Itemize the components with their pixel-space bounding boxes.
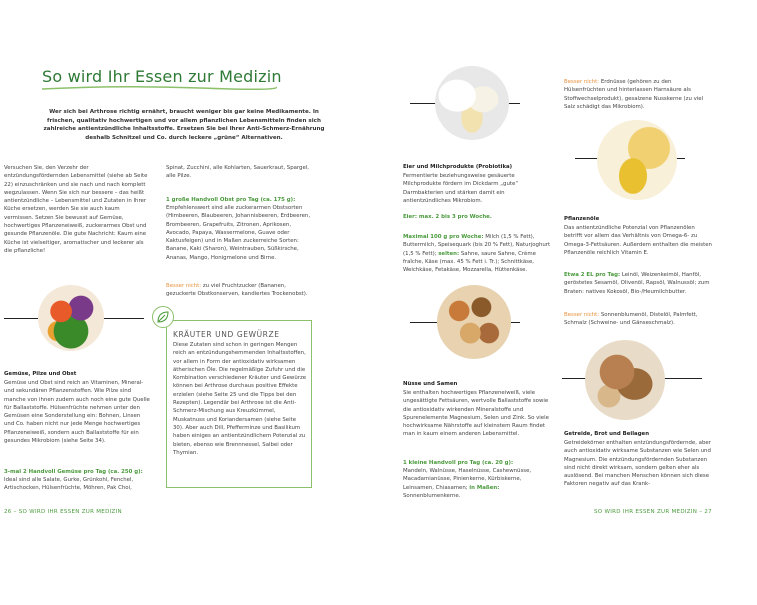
heading-dairy: Eier und Milchprodukte (Probiotika) [403,164,513,170]
page-title: So wird Ihr Essen zur Medizin [42,67,282,86]
intro-text: Wer sich bei Arthrose richtig ernährt, braucht weniger bis gar keine Medikamente. In frischen, qualitativ hochwertigen und vor allem pflanzlichen Lebensmitteln finden sich zahlreiche antientzündliche Inhaltsstoffe. Ersetzen Sie bei Ihrer Anti-Schmerz-Ernährung deshalb Schnitzel und Co. durch leckere „grüne“ Alternativen. [43,109,325,141]
title-underline [40,84,280,92]
nuts-image [437,285,511,359]
nuts-paragraph: Sie enthalten hochwertiges Pflanzeneiweiß, viele ungesättigte Fettsäuren, wertvolle Ballaststoffe sowie die antioxidativ wirkenden Mineralstoffe und Spurenelemente Magnesium, Selen und Zink. So viele hochwirksame Nährstoffe auf kleinstem Raum findet man in kaum einem anderen Lebensmittel. [403,390,549,438]
dairy-portion: Maximal 100 g pro Woche: Milch (1,5 % Fett), Buttermilch, Speisequark (bis 20 % Fett), Naturjoghurt (1,5 % Fett); selten: Sahne, saure Sahne, Crème fraîche, Käse (max. 45 % Fett i. Tr.); Schnittkäse, Weichkäse, Fetakäse, Mozzarella, Hüttenkäse. [403,234,551,274]
herbs-title: KRÄUTER UND GEWÜRZE [173,330,280,339]
heading-nuts: Nüsse und Samen [403,381,458,387]
vegetables-image [38,285,104,351]
heading-oils: Pflanzenöle [564,216,600,222]
nuts-portion: 1 kleine Handvoll pro Tag (ca. 20 g): [403,460,514,466]
dairy-image [435,66,509,140]
nuts-better-not: Besser nicht: Erdnüsse (gehören zu den Hülsenfrüchten und hinterlassen Harnsäure als Stoffwechselprodukt), gesalzene Nusskerne (zu viel Salz schädigt das Mikrobiom). [564,79,704,110]
vegetables-continued: Spinat, Zucchini, alle Kohlarten, Sauerkraut, Spargel, alle Pilze. [166,165,309,180]
vegetables-portion: 3-mal 2 Handvoll Gemüse pro Tag (ca. 250 g): [4,469,143,475]
leaf-icon [152,306,174,328]
footer-right: SO WIRD IHR ESSEN ZUR MEDIZIN – 27 [594,509,712,515]
dairy-paragraph: Fermentierte beziehungsweise gesäuerte Milchprodukte fördern im Dickdarm „gute“ Darmbakterien und stärken damit ein antientzündliches Mikrobiom. [403,173,519,204]
vegetables-list: Ideal sind alle Salate, Gurke, Grünkohl, Fenchel, Artischocken, Hülsenfrüchte, Möhren, Pak Choi, [4,477,134,492]
fruit-portion: 1 große Handvoll Obst pro Tag (ca. 175 g): [166,197,296,203]
oil-image [597,120,677,200]
fruit-better-not: Besser nicht: zu viel Fruchtzucker (Bananen, gezuckerte Obstkonserven, kandiertes Trockenobst). [166,283,308,298]
nuts-list: Mandeln, Walnüsse, Haselnüsse, Cashewnüsse, Macadamianüsse, Pinienkerne, Kürbiskerne, Leinsamen, Chiasamen; in Maßen: Sonnenblumenkerne. [403,468,532,499]
herbs-text: Diese Zutaten sind schon in geringen Mengen reich an entzündungshemmenden Inhaltsstoffen, vor allem in Form der antioxidativ wirksamen ätherischen Öle. Die regelmäßige Zufuhr und die Kombination verschiedener Kräuter und Gewürze können bei Arthrose durchaus positive Effekte erzielen (siehe Seite 25 und die Tipps bei den Rezepten). Legendär bei Arthrose ist die Anti-Schmerz-Mischung aus Kreuzkümmel, Muskatnuss und Koriandersamen (siehe Seite 30). Aber auch Dill, Pfefferminze und Basilikum haben einiges an antientzündlichem Potenzial zu bieten, ebenso wie Brennnessel, Salbei oder Thymian. [173,342,307,456]
intro-paragraph: Versuchen Sie, den Verzehr der entzündungsfördernden Lebensmittel (siehe ab Seite 22) einzuschränken und sie nach und nach komplett wegzulassen. Wenn Sie sich nur bessere – das heißt antientzündliche – Lebensmittel und Zutaten in Ihrer Küche ersetzen, werden Sie sie auch kaum vermissen. Setzen Sie bewusst auf Gemüse, hochwertiges Pflanzeneiweiß, zuckerarmes Obst und gesunde Pflanzenöle. Die gute Nachricht: Kaum eine Küche ist vielseitiger, aromatischer und leckerer als die pflanzliche! [4,165,148,254]
eggs-portion: Eier: max. 2 bis 3 pro Woche. [403,214,492,220]
footer-left: 26 – SO WIRD IHR ESSEN ZUR MEDIZIN [4,509,122,515]
oils-portion: Etwa 2 EL pro Tag: Leinöl, Weizenkeimöl, Hanföl, geröstetes Sesamöl, Olivenöl, Rapsöl, Walnussöl; zum Braten: natives Kokosöl, Bio-/Heumilchbutter. [564,272,710,295]
oils-paragraph: Das antientzündliche Potenzial von Pflanzenölen betrifft vor allem das Verhältnis von Omega-6- zu Omega-3-Fettsäuren. Außerdem enthalten die meisten Pflanzenöle reichlich Vitamin E. [564,225,712,256]
vegetables-paragraph: Gemüse und Obst sind reich an Vitaminen, Mineral- und sekundären Pflanzenstoffen. Wie Pilze sind manche von ihnen zudem auch noch eine gute Quelle für Ballaststoffe. Hülsenfrüchte nehmen unter den Gemüsen eine Sonderstellung ein: Bohnen, Linsen und Co. haben nicht nur jede Menge hochwertiges Pflanzeneiweiß, sondern auch Ballaststoffe für ein gesundes Mikrobiom (siehe Seite 34). [4,380,150,445]
heading-grains: Getreide, Brot und Beilagen [564,431,650,437]
fruit-list: Empfehlenswert sind alle zuckerarmen Obstsorten (Himbeeren, Blaubeeren, Johannisbeeren, Erdbeeren, Brombeeren, Grapefruits, Zitronen, Aprikosen, Avocado, Papaya, Wassermelone, Guave oder Kaktusfeigen) und in Maßen zuckerreiche Sorten: Banane, Kaki (Sharon), Weintrauben, Süßkirsche, Ananas, Mango, Honigmelone und Birne. [166,205,311,261]
grains-paragraph: Getreidekörner enthalten entzündungsfördernde, aber auch antioxidativ wirksame Substanzen wie Selen und Magnesium. Die entzündungsfördernden Substanzen sind nicht direkt wirksam, sondern gelten eher als auslösend. Bei manchen Menschen können sich diese Faktoren negativ auf das Krank- [564,440,711,488]
oils-better-not: Besser nicht: Sonnenblumenöl, Distelöl, Palmfett, Schmalz (Schweine- und Gänseschmalz). [564,312,698,327]
grain-image [585,340,665,420]
heading-vegetables: Gemüse, Pilze und Obst [4,371,77,377]
